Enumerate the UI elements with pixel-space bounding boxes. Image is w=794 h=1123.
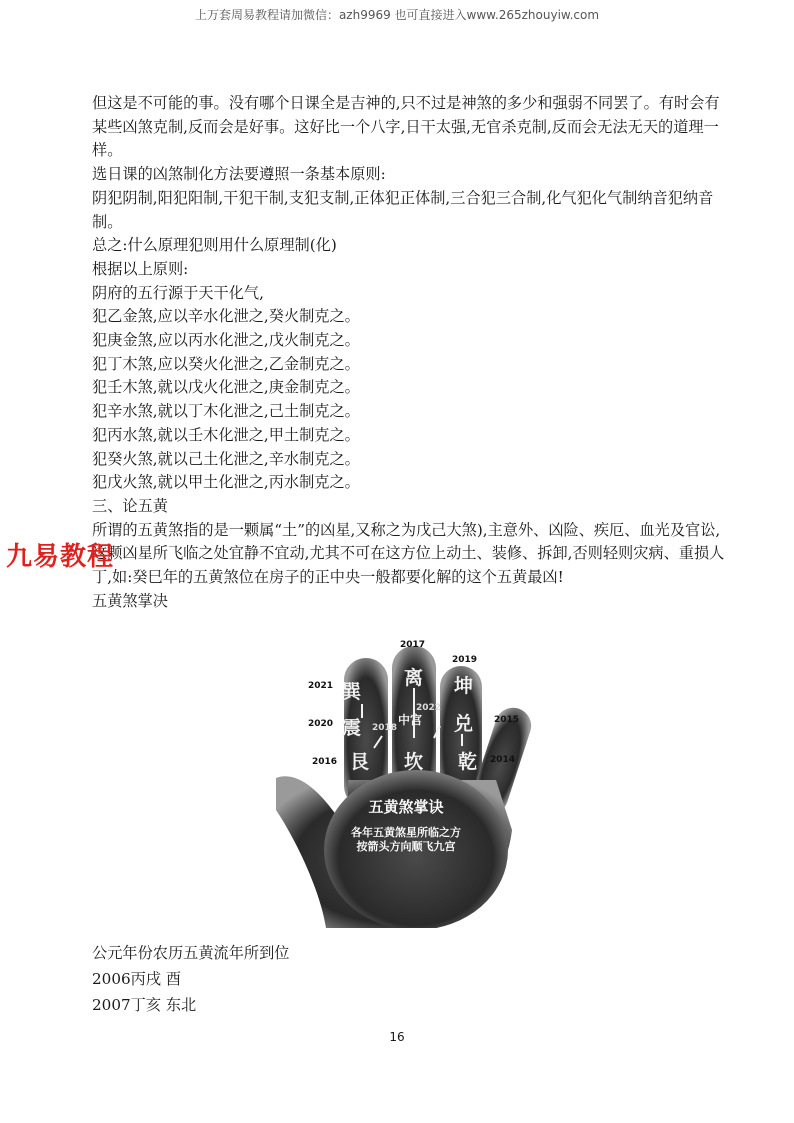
paragraph: 所谓的五黄煞指的是一颗属“土”的凶星,又称之为戊己大煞),主意外、凶险、疾厄、血光及官讼,这颗凶星所飞临之处宜静不宜动,尤其不可在这方位上动土、装修、拆卸,否则轻则灾病、重损人丁,如:癸巳年的五黄煞位在房子的正中央一般都要化解的这个五黄最凶! [92,520,725,587]
figure-caption: 按箭头方向顺飞九宫 [356,840,456,853]
year-list-row: 2007丁亥 东北 [92,996,197,1014]
figure-label: 五黄煞掌决 [92,591,168,610]
palm-diagram [256,640,556,928]
year-label: 2018 [372,723,398,733]
watermark: 九易教程 [6,542,115,572]
paragraph: 犯丙水煞,就以壬木化泄之,甲土制克之。 [92,425,360,444]
paragraph: 总之:什么原理犯则用什么原理制(化) [92,236,337,255]
paragraph: 犯壬木煞,就以戊火化泄之,庚金制克之。 [92,378,360,397]
paragraph: 但这是不可能的事。没有哪个日课全是吉神的,只不过是神煞的多少和强弱不同罢了。有时会有某些凶煞克制,反而会是好事。这好比一个八字,日干太强,无官杀克制,反而会无法无天的道理一样。 [92,94,720,160]
paragraph: 犯庚金煞,应以丙水化泄之,戊火制克之。 [92,331,360,350]
paragraph: 犯癸火煞,就以己土化泄之,辛水制克之。 [92,449,360,468]
paragraph: 犯辛水煞,就以丁木化泄之,己土制克之。 [92,402,360,421]
paragraph: 阴府的五行源于天干化气, [92,283,264,302]
trigram-label: 中宫 [398,713,423,727]
year-list-row: 2006丙戌 酉 [92,970,182,988]
body-text [92,92,732,613]
figure-title: 五黄煞掌诀 [368,798,444,816]
trigram-label: 艮 [350,751,370,773]
year-label: 2022 [416,703,442,713]
paragraph: 阴犯阴制,阳犯阳制,干犯干制,支犯支制,正体犯正体制,三合犯三合制,化气犯化气制纳音犯纳音制。 [92,188,714,231]
paragraph: 选日课的凶煞制化方法要遵照一条基本原则: [92,165,386,184]
trigram-label: 坤 [454,675,474,697]
section-heading: 三、论五黄 [92,496,168,515]
year-list-heading: 公元年份农历五黄流年所到位 [92,944,290,962]
year-list [92,940,732,1018]
trigram-label: 巽 [342,681,362,703]
year-label: 2021 [308,681,334,691]
page-number: 16 [389,1030,405,1044]
trigram-label: 坎 [404,751,424,773]
paragraph: 根据以上原则: [92,259,189,278]
trigram-label: 兑 [454,713,474,735]
trigram-label: 乾 [458,751,478,773]
paragraph: 犯丁木煞,应以癸火化泄之,乙金制克之。 [92,354,360,373]
year-label: 2015 [494,715,520,725]
year-label: 2017 [400,640,426,650]
year-label: 2016 [312,757,338,767]
trigram-label: 离 [404,667,424,689]
year-label: 2020 [308,719,334,729]
year-label: 2019 [452,655,478,665]
trigram-label: 震 [342,717,362,739]
paragraph: 犯戊火煞,就以甲土化泄之,丙水制克之。 [92,473,360,492]
palm-svg [256,640,556,928]
year-label: 2014 [490,755,516,765]
figure-caption: 各年五黄煞星所临之方 [351,826,461,839]
paragraph: 犯乙金煞,应以辛水化泄之,癸火制克之。 [92,307,360,326]
page-header: 上万套周易教程请加微信：azh9969 也可直接进入www.265zhouyiw.com [194,8,600,22]
